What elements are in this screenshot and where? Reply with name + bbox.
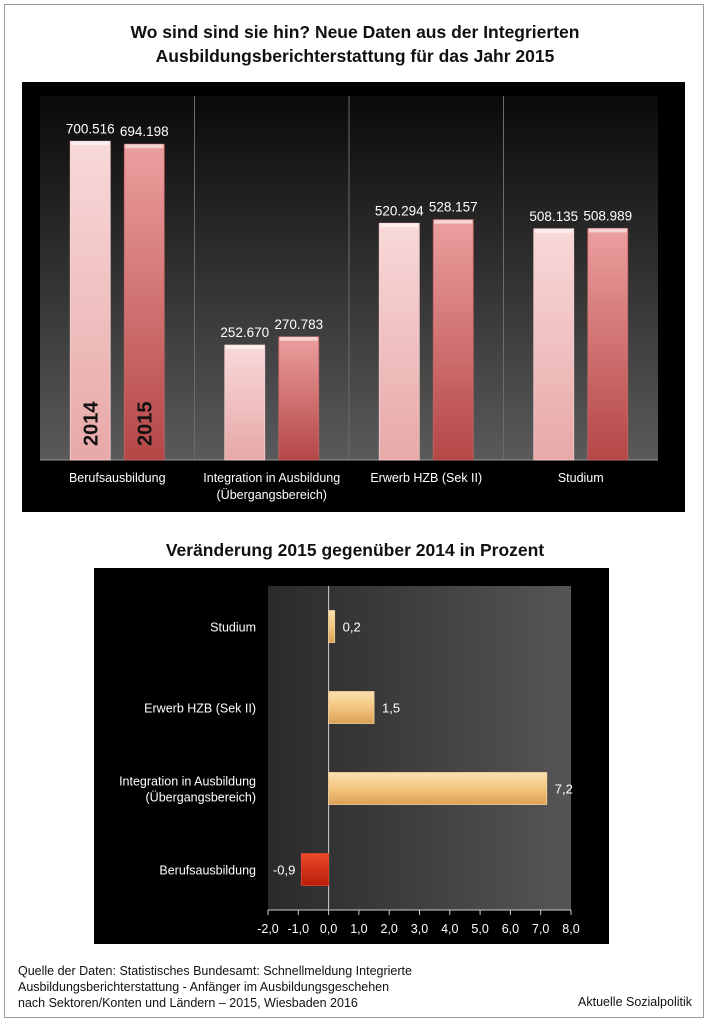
change-bar-3 (301, 854, 328, 886)
value-label: 252.670 (220, 325, 270, 341)
x-tick-label: 1,0 (350, 922, 368, 936)
series-label-2015: 2015 (134, 401, 157, 446)
source-note (18, 963, 412, 1011)
credit-label: Aktuelle Sozialpolitik (578, 995, 692, 1009)
change-bar-0 (329, 611, 335, 643)
x-tick-label: 0,0 (319, 922, 338, 936)
bar-2014-2 (379, 223, 419, 460)
bar-2015-1 (279, 337, 319, 460)
x-tick-label: 6,0 (501, 922, 520, 936)
category-label: Integration in Ausbildung (119, 774, 256, 789)
bar-highlight (125, 144, 163, 148)
bar-highlight (71, 141, 109, 145)
category-label: Erwerb HZB (Sek II) (370, 471, 483, 485)
category-label: (Übergangsbereich) (216, 488, 327, 502)
column-chart-panel (22, 82, 685, 512)
value-label: -0,9 (272, 862, 296, 878)
source-line-3: nach Sektoren/Konten und Ländern – 2015, Wiesbaden 2016 (18, 996, 358, 1010)
bar-highlight (434, 220, 472, 224)
bar-2015-2 (433, 220, 473, 460)
change-bar-1 (329, 692, 374, 724)
value-label: 694.198 (119, 124, 169, 140)
column-chart (22, 82, 685, 512)
x-tick-label: 5,0 (471, 922, 489, 936)
bar-highlight (280, 337, 318, 341)
category-label: Berufsausbildung (159, 863, 256, 878)
x-tick-label: 4,0 (441, 922, 459, 936)
bar-2014-1 (225, 345, 265, 460)
x-tick-label: 3,0 (410, 922, 429, 936)
category-label: Erwerb HZB (Sek II) (144, 701, 256, 716)
category-label: Integration in Ausbildung (203, 471, 341, 485)
value-label: 270.783 (274, 316, 324, 332)
main-title-line-2: Ausbildungsberichterstattung für das Jahr 2015 (155, 46, 555, 66)
value-label: 7,2 (554, 781, 573, 797)
x-tick-label: -1,0 (287, 922, 310, 936)
value-label: 508.135 (529, 208, 579, 224)
main-title-line-1: Wo sind sind sie hin? Neue Daten aus der Integrierten (130, 22, 580, 42)
value-label: 508.989 (583, 208, 633, 224)
change-chart-title: Veränderung 2015 gegenüber 2014 in Prozent (165, 540, 545, 560)
bar-highlight (535, 229, 573, 233)
category-label: (Übergangsbereich) (145, 790, 256, 805)
bar-highlight (589, 228, 627, 232)
change-bar-2 (329, 773, 547, 805)
x-tick-label: -2,0 (257, 922, 279, 936)
source-line-2: Ausbildungsberichterstattung - Anfänger im Ausbildungsgeschehen (18, 980, 390, 994)
value-label: 700.516 (65, 121, 115, 137)
bar-2015-3 (588, 228, 628, 460)
bar-highlight (226, 345, 264, 349)
x-tick-label: 7,0 (532, 922, 550, 936)
bar-2014-3 (534, 229, 574, 460)
category-label: Berufsausbildung (68, 471, 166, 485)
series-label-2014: 2014 (80, 401, 103, 446)
value-label: 528.157 (428, 199, 478, 215)
x-tick-label: 2,0 (380, 922, 398, 936)
bar-highlight (380, 223, 418, 227)
value-label: 0,2 (342, 619, 361, 635)
main-title (0, 20, 710, 68)
source-line-1: Quelle der Daten: Statistisches Bundesamt: Schnellmeldung Integrierte (18, 964, 412, 978)
category-label: Studium (210, 620, 256, 635)
x-tick-label: 8,0 (562, 922, 580, 936)
change-bar-chart (0, 566, 710, 946)
value-label: 520.294 (374, 203, 424, 219)
value-label: 1,5 (382, 700, 401, 716)
category-label: Studium (557, 471, 604, 485)
